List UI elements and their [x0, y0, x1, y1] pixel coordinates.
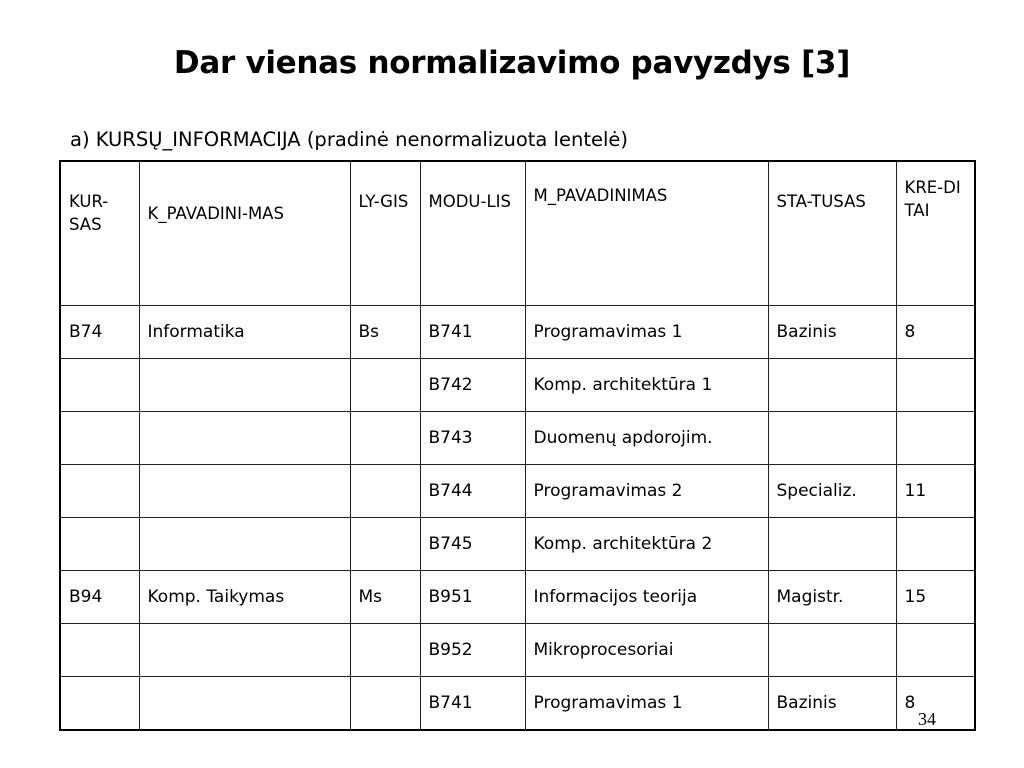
table-row	[60, 677, 975, 731]
table-cell	[139, 359, 350, 412]
table-cell	[350, 412, 420, 465]
table-cell	[60, 359, 139, 412]
table-cell: B74	[60, 306, 139, 359]
table-cell: Bs	[350, 306, 420, 359]
table-cell	[896, 412, 975, 465]
table-cell: B742	[420, 359, 525, 412]
table-row	[60, 624, 975, 677]
table-cell: Komp. architektūra 2	[525, 518, 768, 571]
table-cell: Magistr.	[768, 571, 896, 624]
table-cell	[60, 624, 139, 677]
table-cell	[60, 518, 139, 571]
table-cell: B951	[420, 571, 525, 624]
page-number: 34	[918, 709, 936, 729]
table-row	[60, 518, 975, 571]
table-header-row	[60, 161, 975, 306]
table-cell: Informacijos teorija	[525, 571, 768, 624]
table-row	[60, 465, 975, 518]
table-cell: 15	[896, 571, 975, 624]
table-cell	[139, 518, 350, 571]
header-cell-k-pavadinimas: K_PAVADINI-MAS	[139, 161, 350, 306]
table-cell: Bazinis	[768, 677, 896, 731]
table-cell: Programavimas 1	[525, 677, 768, 731]
table-cell: B741	[420, 677, 525, 731]
table-cell	[139, 412, 350, 465]
table-cell: B94	[60, 571, 139, 624]
table-row	[60, 359, 975, 412]
table-caption: a) KURSŲ_INFORMACIJA (pradinė nenormalizuota lentelė)	[70, 128, 628, 151]
table-cell	[768, 624, 896, 677]
table-cell: 8	[896, 306, 975, 359]
header-cell-lygis: LY-GIS	[350, 161, 420, 306]
table-row	[60, 571, 975, 624]
table-cell	[350, 518, 420, 571]
kursu-informacija-table	[59, 160, 976, 731]
table-cell	[896, 359, 975, 412]
table-cell	[896, 518, 975, 571]
table-cell: Komp. architektūra 1	[525, 359, 768, 412]
table-cell: B952	[420, 624, 525, 677]
table-cell	[350, 359, 420, 412]
table-cell	[60, 465, 139, 518]
slide-title: Dar vienas normalizavimo pavyzdys [3]	[173, 45, 851, 81]
table-cell	[139, 465, 350, 518]
table-cell	[350, 465, 420, 518]
table-cell: B745	[420, 518, 525, 571]
table-cell	[350, 677, 420, 731]
header-cell-m-pavadinimas: M_PAVADINIMAS	[525, 161, 768, 306]
table-cell: Programavimas 1	[525, 306, 768, 359]
table-cell: Duomenų apdorojim.	[525, 412, 768, 465]
table-cell: Bazinis	[768, 306, 896, 359]
table-cell: Programavimas 2	[525, 465, 768, 518]
table-cell: Specializ.	[768, 465, 896, 518]
table-cell: Mikroprocesoriai	[525, 624, 768, 677]
table-cell: B743	[420, 412, 525, 465]
table-cell	[139, 624, 350, 677]
table-cell	[768, 412, 896, 465]
table-cell: 11	[896, 465, 975, 518]
table-cell	[60, 677, 139, 731]
table-cell: Komp. Taikymas	[139, 571, 350, 624]
table-cell: B741	[420, 306, 525, 359]
header-cell-kreditai: KRE-DITAI	[896, 161, 975, 306]
table-cell	[139, 677, 350, 731]
header-cell-modulis: MODU-LIS	[420, 161, 525, 306]
table-cell	[350, 624, 420, 677]
table-row	[60, 306, 975, 359]
table-row	[60, 412, 975, 465]
table-cell	[768, 359, 896, 412]
table-cell	[896, 624, 975, 677]
header-cell-statusas: STA-TUSAS	[768, 161, 896, 306]
header-cell-kursas: KUR-SAS	[60, 161, 139, 306]
table-cell	[768, 518, 896, 571]
table-cell: Ms	[350, 571, 420, 624]
table-cell: 8	[896, 677, 975, 731]
table-cell: B744	[420, 465, 525, 518]
table-cell	[60, 412, 139, 465]
table-cell: Informatika	[139, 306, 350, 359]
